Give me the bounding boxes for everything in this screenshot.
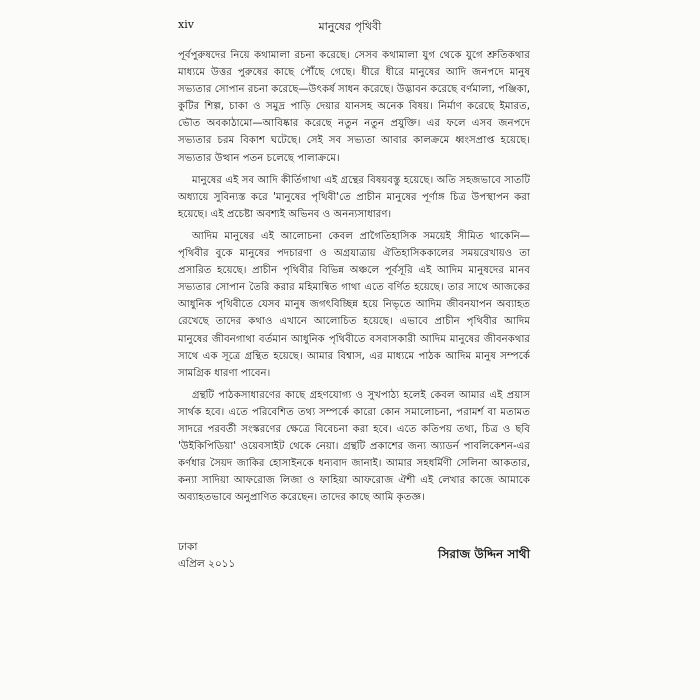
paragraph: মানুষের এই সব আদি কীর্তিগাথা এই গ্রন্থের বিষয়বস্তু হয়েছে। অতি সহজভাবে সাতটি অধ্যায়ে সুবিন্যস্ত করে 'মানুষের পৃথিবী'তে প্রাচীন মানুষের পূর্ণাঙ্গ চিত্র উপস্থাপন করা হয়েছে। এই প্রচেষ্টা অবশ্যই অভিনব ও অনন্যসাধারণ। [178,174,530,220]
paragraph: গ্রন্থটি পাঠকসাধারণের কাছে গ্রহণযোগ্য ও সুখপাঠ্য হলেই কেবল আমার এই প্রয়াস সার্থক হবে। এতে পরিবেশিত তথ্য সম্পর্কে কারো কোন সমালোচনা, পরামর্শ বা মতামত সাদরে পরবর্তী সংস্করণের ক্ষেত্রে বিবেচনা করা হবে। এতে কতিপয় তথ্য, চিত্র ও ছবি 'উইকিপিডিয়া' ওয়েবসাইট থেকে নেয়া। গ্রন্থটি প্রকাশের জন্য অ্যাডর্ন পাবলিকেশন-এর কর্ণধার সৈয়দ জাকির হোসাইনকে ধন্যবাদ জানাই। আমার সহধর্মিণী সেলিনা আকতার, কন্যা সাদিয়া আফরোজ লিজা ও ফাহিয়া আফরোজ ঐশী এই লেখার কাজে আমাকে অব্যাহতভাবে অনুপ্রাণিত করেছেন। তাদের কাছে আমি কৃতজ্ঞ। [178,389,530,504]
body-text [178,47,530,511]
paragraph: পূর্বপুরুষদের নিয়ে কথামালা রচনা করেছে। সেসব কথামালা যুগ থেকে যুগে শ্রুতিকথার মাধ্যমে উত্তর পুরুষের কাছে পৌঁছে গেছে। ধীরে ধীরে মানুষের আদি জনপদে মানুষ সভ্যতার সোপান রচনা করেছে—উৎকর্ষ সাধন করেছে। উদ্ভাবন করেছে বর্ণমালা, পঞ্জিকা, কুটির শিল্প, চাকা ও সমুদ্র পাড়ি দেয়ার যানসহ অনেক বিষয়। নির্মাণ করেছে ইমারত, ভৌত অবকাঠামো—আবিষ্কার করেছে নতুন নতুন প্রযুক্তি। এর ফলে এসব জনপদে সভ্যতার চরম বিকাশ ঘটেছে। সেই সব সভ্যতা আবার কালক্রমে ধ্বংসপ্রাপ্ত হয়েছে। সভ্যতার উত্থান পতন চলেছে পালাক্রমে। [178,50,530,164]
signoff [178,540,530,600]
signoff-place: ঢাকা [178,541,198,553]
page-number: xiv [178,18,194,31]
running-title: মানুষের পৃথিবী [318,20,382,33]
paragraph: আদিম মানুষের এই আলোচনা কেবল প্রাগৈতিহাসিক সময়েই সীমিত থাকেনি—পৃথিবীর বুকে মানুষের পদচারণা ও অগ্রযাত্রায় ঐতিহাসিককালের সময়রেখায়ও তা প্রসারিত হয়েছে। প্রাচীন পৃথিবীর বিভিন্ন অঞ্চলে পূর্বসূরি এই আদিম মানুষদের মানব সভ্যতার সোপান তৈরি করার মহিমান্বিত গাথা এতে বর্ণিত হয়েছে। তার সাথে আজকের আধুনিক পৃথিবীতে যেসব মানুষ জগৎবিচ্ছিন্ন হয়ে নিভৃতে আদিম জীবনযাপন অব্যাহত রেখেছে তাদের কথাও এখানে আলোচিত হয়েছে। এভাবে প্রাচীন পৃথিবীর আদিম মানুষের জীবনগাথা বর্তমান আধুনিক পৃথিবীতে বসবাসকারী আদিম মানুষের জীবনকথার সাথে এক সূত্রে গ্রন্থিত হয়েছে। আমার বিশ্বাস, এর মাধ্যমে পাঠক আদিম মানুষ সম্পর্কে সামগ্রিক ধারণা পাবেন। [178,230,530,379]
signoff-date: এপ্রিল ২০১১ [178,558,236,570]
page-header [178,18,522,34]
author-name: সিরাজ উদ্দিন সাথী [438,547,530,561]
